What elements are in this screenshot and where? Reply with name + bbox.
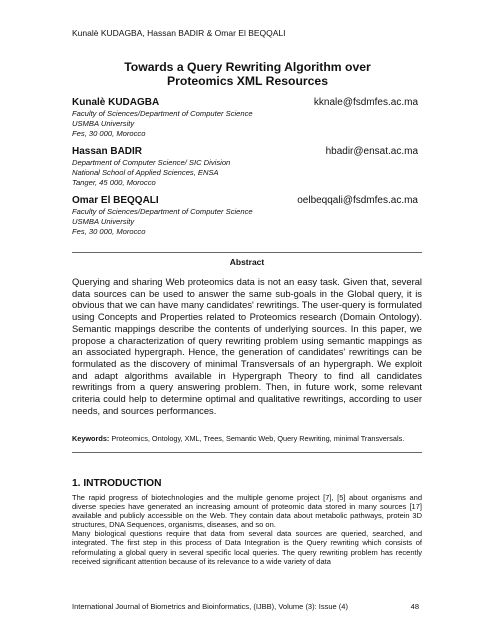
title-line-1: Towards a Query Rewriting Algorithm over (124, 60, 371, 74)
abstract-heading: Abstract (229, 257, 265, 267)
author-affiliation-2 (72, 158, 230, 189)
affiliation-line: National School of Applied Sciences, ENSA (72, 168, 219, 178)
introduction-text (72, 493, 422, 566)
affiliation-line: Fes, 30 000, Morocco (72, 129, 146, 139)
affiliation-line: USMBA University (72, 119, 135, 129)
author-affiliation-1 (72, 109, 253, 140)
intro-paragraph: The rapid progress of biotechnologies and the multiple genome project [7], [5] about organisms and diverse species have generated an increasing amount of proteomic data stored in many sources [17] available and publicly accessible on the Web. They contain data about metabolic pathways, protein 3D structures, DNA Sequences, organisms, diseases, and so on. (72, 493, 422, 530)
author-email-1: kknale@fsdmfes.ac.ma (313, 97, 418, 108)
keywords-label: Keywords: (72, 434, 110, 443)
intro-paragraph: Many biological questions require that data from several data sources are queried, searched, and integrated. The first step in this process of Data Integration is the Query rewriting which consists of reformulating a global query in several specific local queries. The query rewriting problem has recently received significant attention because of its relevance to a wide variety of data (72, 529, 422, 566)
paper-title (60, 60, 435, 88)
running-head: Kunalè KUDAGBA, Hassan BADIR & Omar El BEQQALI (72, 28, 286, 38)
abstract-bottom-rule (72, 452, 422, 453)
abstract-text: Querying and sharing Web proteomics data is not an easy task. Given that, several data sources can be used to answer the same sub-goals in the Global query, it is obvious that we can have many candidates' rewritings. The user-query is formulated using Concepts and Properties related to Proteomics research (Domain Ontology). Semantic mappings describe the contents of underlying sources. In this paper, we propose a characterization of query rewriting problem using semantic mappings as an associated hypergraph. Hence, the generation of candidates' rewritings can be formulated as the discovery of minimal Transversals of an hypergraph. We exploit and adapt algorithms available in Hypergraph Theory to find all candidates rewritings from a query answering problem. Then, in future work, some relevant criteria could help to determine optimal and qualitative rewritings, according to user needs, and sources performances. (72, 276, 422, 416)
page-number: 48 (410, 602, 419, 611)
author-email-2: hbadir@ensat.ac.ma (325, 146, 418, 157)
affiliation-line: Faculty of Sciences/Department of Computer Science (72, 109, 253, 118)
keywords-text: Proteomics, Ontology, XML, Trees, Semantic Web, Query Rewriting, minimal Transversals. (111, 434, 405, 443)
author-name-2: Hassan BADIR (72, 146, 143, 157)
author-name-1: Kunalè KUDAGBA (72, 97, 160, 108)
section-heading-introduction: 1. INTRODUCTION (72, 478, 162, 489)
author-email-3: oelbeqqali@fsdmfes.ac.ma (297, 195, 418, 206)
abstract-top-rule (72, 252, 422, 253)
title-line-2: Proteomics XML Resources (167, 74, 328, 88)
affiliation-line: Department of Computer Science/ SIC Division (72, 158, 231, 167)
affiliation-line: USMBA University (72, 217, 135, 227)
author-affiliation-3 (72, 207, 253, 238)
keywords (72, 434, 422, 443)
affiliation-line: Tanger, 45 000, Morocco (72, 178, 156, 188)
affiliation-line: Fes, 30 000, Morocco (72, 227, 146, 237)
journal-footer: International Journal of Biometrics and Bioinformatics, (IJBB), Volume (3): Issue (4) (72, 602, 348, 611)
author-name-3: Omar El BEQQALI (72, 195, 159, 206)
affiliation-line: Faculty of Sciences/Department of Computer Science (72, 207, 253, 216)
